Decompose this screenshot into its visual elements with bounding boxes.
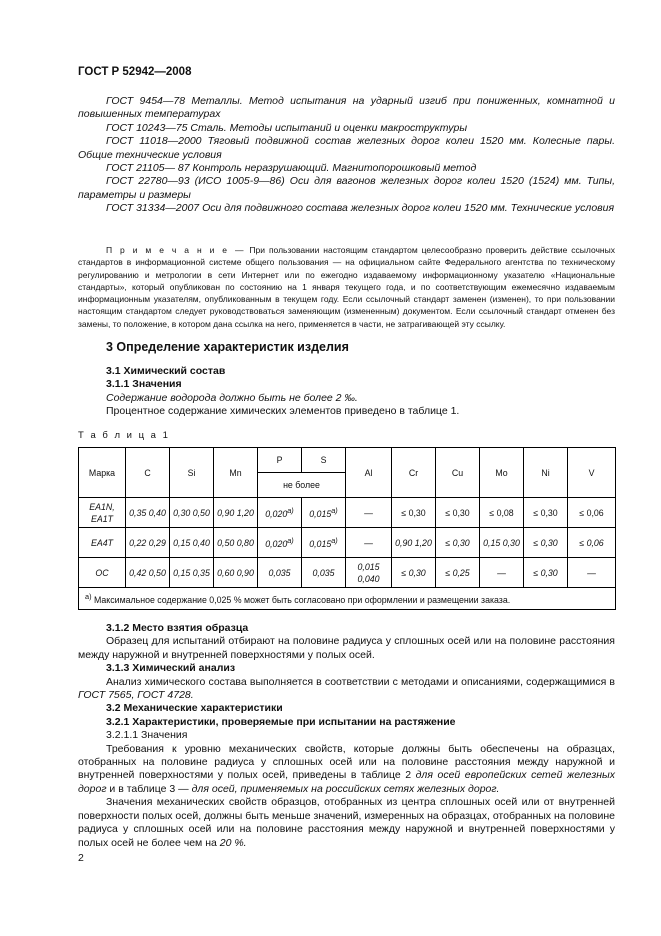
header-s: S bbox=[302, 448, 346, 473]
section-3-heading: 3 Определение характеристик изделия bbox=[106, 340, 349, 354]
section-3-1-heading: 3.1 Химический состав bbox=[106, 365, 226, 377]
analysis-standards: ГОСТ 7565, ГОСТ 4728. bbox=[78, 689, 194, 702]
references-list bbox=[78, 95, 615, 216]
footnote-marker: а) bbox=[85, 592, 92, 601]
cell-si: 0,15 0,35 bbox=[170, 558, 214, 588]
cell-c: 0,35 0,40 bbox=[126, 498, 170, 528]
requirements-text: Требования к уровню механических свойств, которые должны быть обеспечены на образцах, отобранных на половине радиуса у сплошных осей или на половине расстояния между наружной и внутренней поверхностями у полых осей, приведены в таблице 2 bbox=[78, 742, 615, 782]
requirements-text-mid: и в таблице 3 — bbox=[106, 782, 192, 795]
requirements-paragraph bbox=[78, 743, 615, 797]
footnote-marker: а) bbox=[287, 536, 294, 546]
section-3-1-3-heading: 3.1.3 Химический анализ bbox=[106, 662, 236, 675]
header-ni: Ni bbox=[524, 448, 568, 498]
cell-cr: ≤ 0,30 bbox=[392, 498, 436, 528]
header-mn: Mn bbox=[214, 448, 258, 498]
table-row bbox=[79, 558, 616, 588]
section-3-1-2-heading: 3.1.2 Место взятия образца bbox=[106, 622, 249, 634]
chemical-composition-table bbox=[78, 447, 616, 610]
cell-mn: 0,60 0,90 bbox=[214, 558, 258, 588]
cell-cu: ≤ 0,25 bbox=[436, 558, 480, 588]
cell-s bbox=[302, 528, 346, 558]
reference-item: ГОСТ 9454—78 Металлы. Метод испытания на ударный изгиб при пониженных, комнатной и повышенных температурах bbox=[78, 95, 615, 121]
section-3-1-1-heading: 3.1.1 Значения bbox=[106, 378, 182, 391]
table-row bbox=[79, 498, 616, 528]
cell-s-value: 0,015 bbox=[309, 538, 332, 549]
cell-grade: ОС bbox=[79, 558, 126, 588]
sampling-text: Образец для испытаний отбирают на половине радиуса у сплошных осей или на половине расстояния между наружной и внутренней поверхностями у полых осей. bbox=[78, 635, 615, 661]
cell-grade: EA1N, EA1T bbox=[79, 498, 126, 528]
reference-item: ГОСТ 10243—75 Сталь. Методы испытаний и оценки макроструктуры bbox=[106, 121, 468, 134]
analysis-text bbox=[78, 676, 615, 703]
cell-c: 0,22 0,29 bbox=[126, 528, 170, 558]
section-3-2-heading: 3.2 Механические характеристики bbox=[106, 702, 283, 715]
table-caption: Т а б л и ц а 1 bbox=[78, 430, 170, 441]
reference-item: ГОСТ 21105— 87 Контроль неразрушающий. Магнитопорошковый метод bbox=[106, 162, 477, 175]
reference-item: ГОСТ 22780—93 (ИСО 1005-9—86) Оси для вагонов железных дорог колеи 1520 (1524) мм. Типы, параметры и размеры bbox=[78, 175, 615, 201]
table-reference-text: Процентное содержание химических элементов приведено в таблице 1. bbox=[106, 405, 460, 418]
table-row bbox=[79, 528, 616, 558]
cell-mo: ≤ 0,08 bbox=[480, 498, 524, 528]
header-mo: Mo bbox=[480, 448, 524, 498]
footnote-marker: а) bbox=[331, 536, 338, 546]
section-3-1 bbox=[78, 365, 615, 419]
cell-v: ≤ 0,06 bbox=[568, 498, 616, 528]
note-paragraph bbox=[78, 244, 615, 330]
header-cu: Cu bbox=[436, 448, 480, 498]
cell-cr: ≤ 0,30 bbox=[392, 558, 436, 588]
cell-p bbox=[258, 498, 302, 528]
values-paragraph bbox=[78, 796, 615, 850]
cell-c: 0,42 0,50 bbox=[126, 558, 170, 588]
requirements-european: для осей европейских сетей железных дорог bbox=[78, 769, 615, 795]
cell-grade: EA4T bbox=[79, 528, 126, 558]
cell-s-value: 0,015 bbox=[309, 508, 332, 519]
cell-cu: ≤ 0,30 bbox=[436, 498, 480, 528]
cell-cu: ≤ 0,30 bbox=[436, 528, 480, 558]
hydrogen-requirement: Содержание водорода должно быть не более 2 ‰. bbox=[106, 391, 358, 404]
cell-mo: 0,15 0,30 bbox=[480, 528, 524, 558]
footnote-marker: а) bbox=[287, 506, 294, 516]
header-max: не более bbox=[258, 473, 346, 498]
cell-mn: 0,50 0,80 bbox=[214, 528, 258, 558]
cell-ni: ≤ 0,30 bbox=[524, 558, 568, 588]
values-limit: 20 %. bbox=[219, 836, 247, 849]
header-p: P bbox=[258, 448, 302, 473]
header-v: V bbox=[568, 448, 616, 498]
cell-si: 0,30 0,50 bbox=[170, 498, 214, 528]
note-label: П р и м е ч а н и е — bbox=[106, 245, 246, 255]
header-grade: Марка bbox=[79, 448, 126, 498]
section-3-2-1-1-heading: 3.2.1.1 Значения bbox=[106, 729, 188, 742]
requirements-russian: для осей, применяемых на российских сетях железных дорог. bbox=[191, 782, 500, 795]
footnote-text: Максимальное содержание 0,025 % может быть согласовано при оформлении и размещении заказа. bbox=[93, 594, 511, 605]
cell-v: — bbox=[568, 558, 616, 588]
cell-p-value: 0,020 bbox=[265, 508, 288, 519]
page-number: 2 bbox=[78, 852, 84, 864]
reference-item: ГОСТ 11018—2000 Тяговый подвижной состав железных дорог колеи 1520 мм. Колесные пары. Общие технические условия bbox=[78, 135, 615, 161]
cell-s bbox=[302, 498, 346, 528]
section-3-2-1-heading: 3.2.1 Характеристики, проверяемые при испытании на растяжение bbox=[106, 715, 456, 728]
cell-mo: — bbox=[480, 558, 524, 588]
cell-p: 0,035 bbox=[258, 558, 302, 588]
section-3-1-2-to-3-2 bbox=[78, 622, 615, 850]
header-c: C bbox=[126, 448, 170, 498]
cell-al: 0,015 0,040 bbox=[346, 558, 392, 588]
header-cr: Cr bbox=[392, 448, 436, 498]
cell-ni: ≤ 0,30 bbox=[524, 528, 568, 558]
cell-s: 0,035 bbox=[302, 558, 346, 588]
cell-v: ≤ 0,06 bbox=[568, 528, 616, 558]
cell-ni: ≤ 0,30 bbox=[524, 498, 568, 528]
footnote-marker: а) bbox=[331, 506, 338, 516]
header-si: Si bbox=[170, 448, 214, 498]
cell-si: 0,15 0,40 bbox=[170, 528, 214, 558]
table-footnote bbox=[79, 588, 616, 610]
reference-item: ГОСТ 31334—2007 Оси для подвижного состава железных дорог колеи 1520 мм. Технические условия bbox=[106, 202, 615, 215]
cell-mn: 0,90 1,20 bbox=[214, 498, 258, 528]
cell-al: — bbox=[346, 528, 392, 558]
cell-p bbox=[258, 528, 302, 558]
cell-al: — bbox=[346, 498, 392, 528]
values-text: Значения механических свойств образцов, отобранных из центра сплошных осей или от внутренней поверхности полых осей, должны быть меньше значений, измеренных на образцах, отобранных на половине радиуса у сплошных осей или на половине расстояния между наружной и внутренней поверхностями у полых осей не более чем на bbox=[78, 796, 615, 849]
cell-p-value: 0,020 bbox=[265, 538, 288, 549]
page-header-standard: ГОСТ Р 52942—2008 bbox=[78, 66, 192, 78]
header-al: Al bbox=[346, 448, 392, 498]
cell-cr: 0,90 1,20 bbox=[392, 528, 436, 558]
note-text: При пользовании настоящим стандартом целесообразно проверить действие ссылочных стандартов в информационной системе общего пользования — на официальном сайте Федерального агентства по техническому регулированию и метрологии в сети Интернет или по ежегодно издаваемому информационному указателю «Национальные стандарты», который опубликован по состоянию на 1 января текущего года, и по соответствующим ежемесячно издаваемым информационным указателям, опубликованным в текущем году. Если ссылочный стандарт заменен (изменен), то при пользовании настоящим стандартом следует руководствоваться заменяющим (измененным) документом. Если ссылочный стандарт отменен без замены, то положение, в котором дана ссылка на него, применяется в части, не затрагивающей эту ссылку. bbox=[78, 245, 615, 329]
analysis-text-main: Анализ химического состава выполняется в соответствии с методами и описаниями, содержащимися в bbox=[106, 675, 615, 688]
